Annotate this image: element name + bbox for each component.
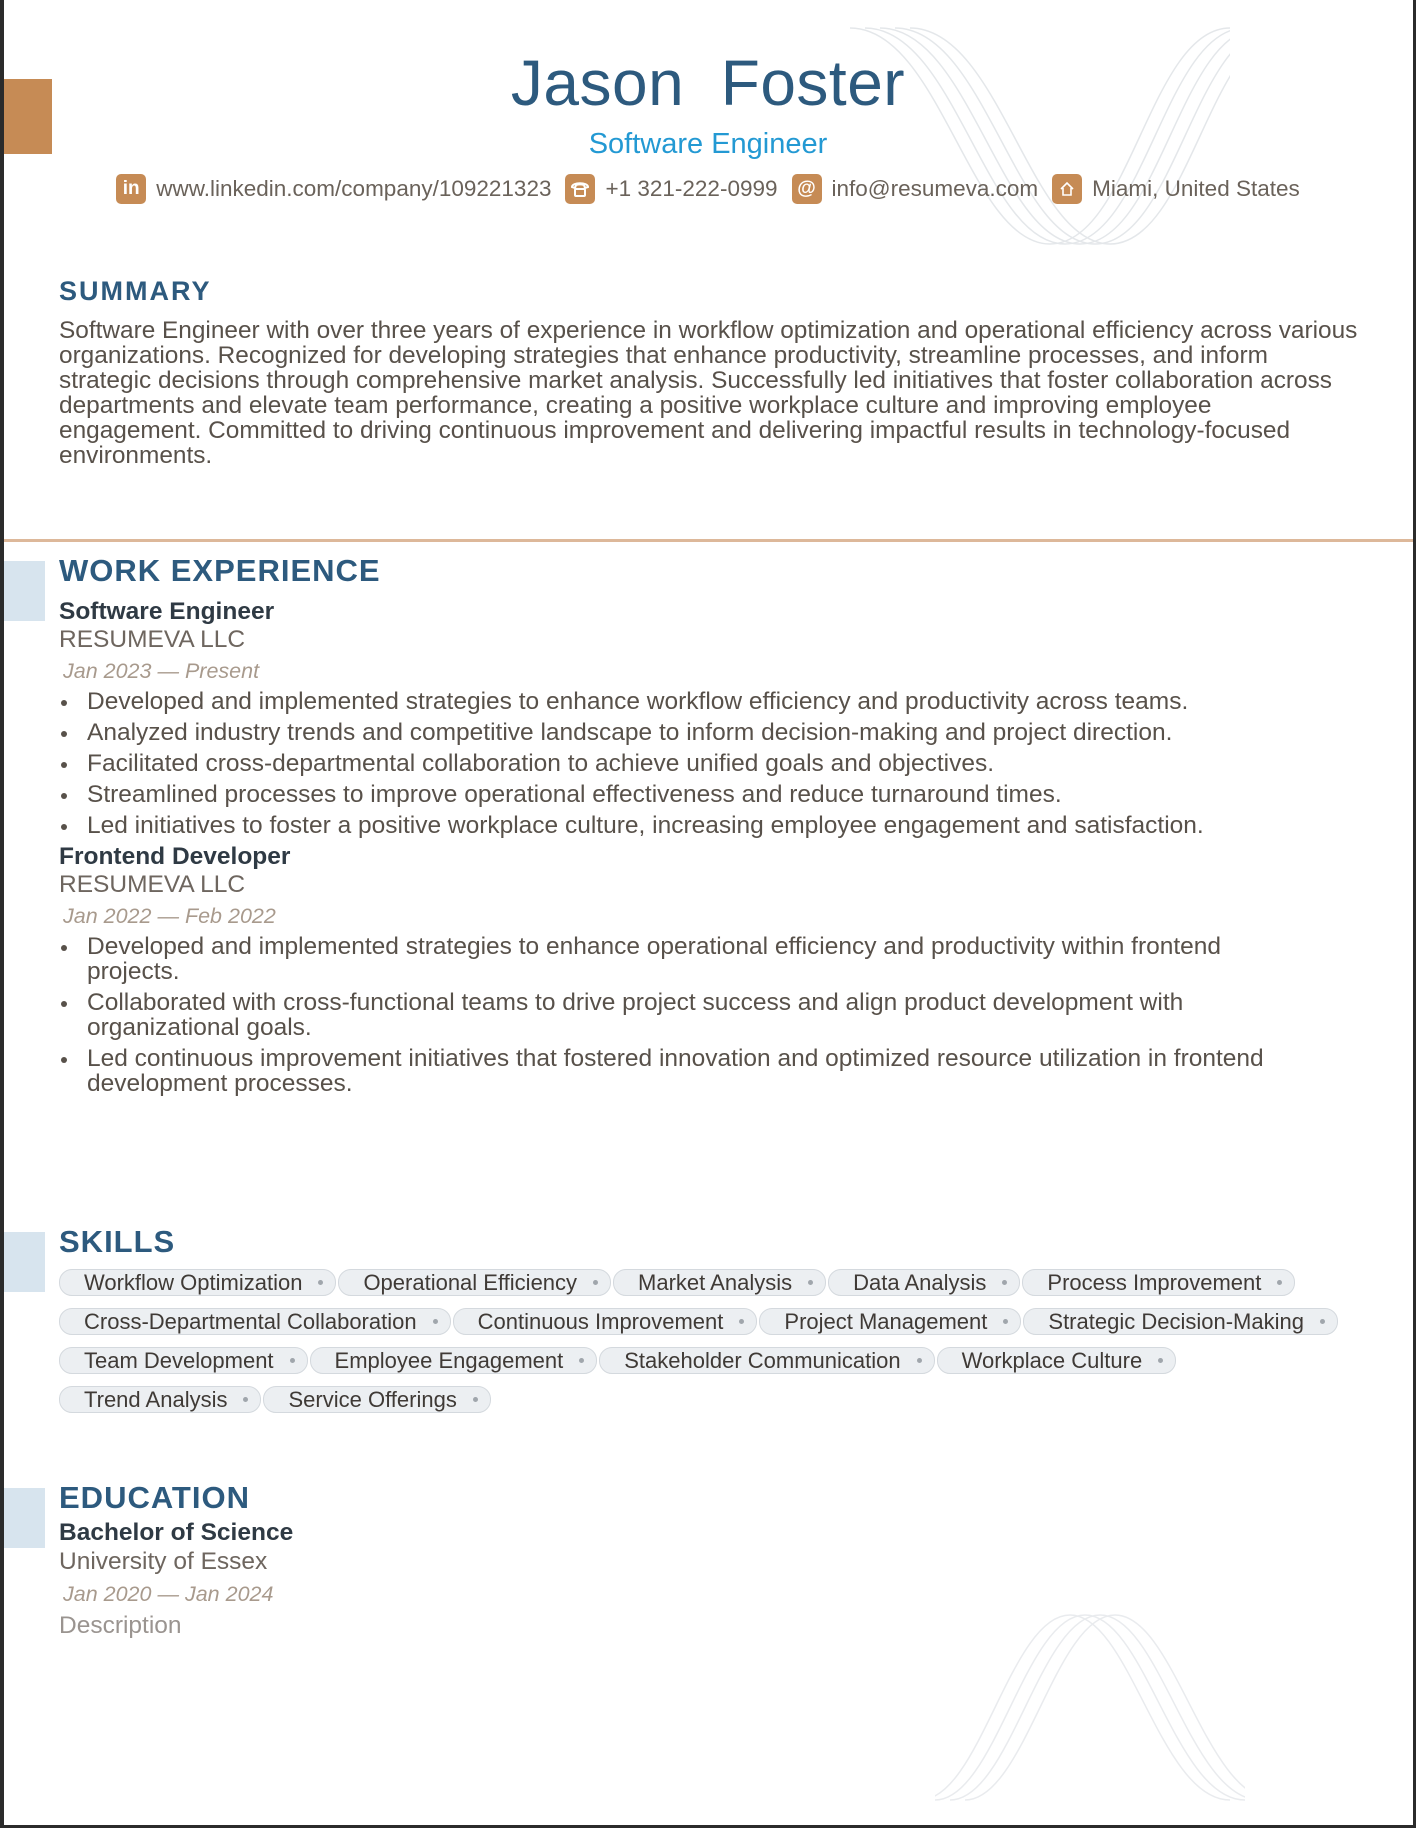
dot-icon — [593, 1280, 598, 1285]
at-icon: @ — [792, 174, 822, 204]
job-end-date: Feb 2022 — [184, 904, 276, 928]
linkedin-url[interactable]: www.linkedin.com/company/109221323 — [156, 176, 552, 201]
education-end-date: Jan 2024 — [184, 1582, 274, 1606]
job-bullets — [59, 689, 1389, 838]
skill-row — [59, 1347, 1379, 1374]
education-heading: EDUCATION — [59, 1480, 250, 1515]
contact-location — [1052, 174, 1300, 204]
skill-row — [59, 1269, 1379, 1296]
skill-tag — [59, 1308, 451, 1335]
experience-heading: WORK EXPERIENCE — [59, 553, 381, 588]
skill-label: Data Analysis — [853, 1269, 987, 1295]
skill-label: Service Offerings — [288, 1386, 457, 1412]
location-text: Miami, United States — [1092, 176, 1300, 201]
experience-marker — [4, 561, 45, 621]
education-dates — [63, 1579, 293, 1609]
skill-tag — [759, 1308, 1021, 1335]
skill-tag — [613, 1269, 826, 1296]
list-item: Led continuous improvement initiatives that fostered innovation and optimized resource utilization in frontend development processes. — [59, 1046, 1319, 1096]
dot-icon — [433, 1319, 438, 1324]
job-dates — [63, 656, 1389, 686]
education-start-date: Jan 2020 — [63, 1582, 152, 1606]
education-description: Description — [59, 1612, 182, 1639]
skill-label: Strategic Decision-Making — [1048, 1308, 1304, 1334]
list-item: Developed and implemented strategies to enhance workflow efficiency and productivity across teams. — [59, 689, 1389, 714]
skills-marker — [4, 1232, 45, 1292]
education-degree: Bachelor of Science — [59, 1519, 294, 1546]
skills-heading: SKILLS — [59, 1224, 176, 1259]
dot-icon — [808, 1280, 813, 1285]
email-address[interactable]: info@resumeva.com — [831, 176, 1039, 201]
skill-tag — [338, 1269, 611, 1296]
skill-row — [59, 1308, 1379, 1335]
job-entry — [59, 598, 1389, 838]
skill-label: Cross-Departmental Collaboration — [84, 1308, 417, 1334]
skill-label: Stakeholder Communication — [624, 1347, 901, 1373]
skill-tag — [59, 1386, 261, 1413]
home-icon — [1052, 174, 1082, 204]
section-divider — [4, 539, 1413, 542]
job-title: Software Engineer — [59, 598, 275, 625]
dot-icon — [318, 1280, 323, 1285]
list-item: Facilitated cross-departmental collaboration to achieve unified goals and objectives. — [59, 751, 1389, 776]
skill-tag — [59, 1269, 336, 1296]
skill-label: Trend Analysis — [84, 1386, 228, 1412]
summary-heading: SUMMARY — [59, 276, 212, 306]
dot-icon — [579, 1358, 584, 1363]
job-start-date: Jan 2022 — [63, 904, 152, 928]
skill-tag — [937, 1347, 1177, 1374]
skill-label: Workplace Culture — [961, 1347, 1143, 1373]
education-marker — [4, 1488, 45, 1548]
skill-row — [59, 1386, 1379, 1413]
list-item: Developed and implemented strategies to enhance operational efficiency and productivity within frontend projects. — [59, 934, 1319, 984]
contact-email[interactable] — [792, 174, 1039, 204]
job-company: RESUMEVA LLC — [59, 626, 246, 653]
job-title: Frontend Developer — [59, 843, 291, 870]
skill-tag — [1022, 1269, 1295, 1296]
skill-label: Operational Efficiency — [363, 1269, 578, 1295]
skill-label: Continuous Improvement — [477, 1308, 724, 1334]
skill-tag — [828, 1269, 1020, 1296]
skill-label: Process Improvement — [1047, 1269, 1262, 1295]
decorative-wave-bottom — [935, 1605, 1245, 1805]
job-bullets — [59, 934, 1319, 1096]
skill-tag — [59, 1347, 308, 1374]
candidate-name: Jason Foster — [510, 47, 906, 119]
dot-icon — [1277, 1280, 1282, 1285]
skill-label: Employee Engagement — [334, 1347, 564, 1373]
job-entry — [59, 843, 1389, 1096]
contact-bar — [0, 174, 1416, 204]
skill-label: Project Management — [784, 1308, 988, 1334]
list-item: Streamlined processes to improve operational effectiveness and reduce turnaround times. — [59, 782, 1389, 807]
skill-tag — [263, 1386, 490, 1413]
list-item: Analyzed industry trends and competitive landscape to inform decision-making and project direction. — [59, 720, 1389, 745]
page-border-left — [0, 0, 4, 1828]
education-school: University of Essex — [59, 1548, 268, 1575]
dot-icon — [1158, 1358, 1163, 1363]
job-dates — [63, 901, 1389, 931]
skill-label: Market Analysis — [638, 1269, 793, 1295]
phone-number[interactable]: +1 321-222-0999 — [605, 176, 778, 201]
dot-icon — [290, 1358, 295, 1363]
date-separator: — — [157, 1582, 179, 1606]
job-start-date: Jan 2023 — [63, 659, 152, 683]
dot-icon — [1002, 1280, 1007, 1285]
dot-icon — [1003, 1319, 1008, 1324]
date-separator: — — [157, 904, 179, 928]
list-item: Led initiatives to foster a positive workplace culture, increasing employee engagement and satisfaction. — [59, 813, 1389, 838]
skill-label: Team Development — [84, 1347, 274, 1373]
dot-icon — [739, 1319, 744, 1324]
skill-label: Workflow Optimization — [84, 1269, 303, 1295]
contact-linkedin[interactable] — [116, 174, 551, 204]
dot-icon — [1320, 1319, 1325, 1324]
linkedin-icon: in — [116, 174, 146, 204]
dot-icon — [243, 1397, 248, 1402]
skills-list — [59, 1269, 1379, 1425]
education-entry — [59, 1519, 293, 1640]
skill-tag — [599, 1347, 934, 1374]
job-company: RESUMEVA LLC — [59, 871, 246, 898]
skill-tag — [310, 1347, 598, 1374]
skill-tag — [1023, 1308, 1338, 1335]
date-separator: — — [157, 659, 179, 683]
phone-icon — [565, 174, 595, 204]
list-item: Collaborated with cross-functional teams to drive project success and align product development with organizational goals. — [59, 990, 1319, 1040]
summary-text: Software Engineer with over three years of experience in workflow optimization and operational efficiency across various organizations. Recognized for developing strategies that enhance productivity, streamline processes, and inform strategic decisions through comprehensive market analysis. Successfully led initiatives that foster collaboration across departments and elevate team performance, creating a positive workplace culture and improving employee engagement. Committed to driving continuous improvement and delivering impactful results in technology-focused environments. — [59, 317, 1358, 469]
job-end-date: Present — [184, 659, 260, 683]
dot-icon — [917, 1358, 922, 1363]
skill-tag — [453, 1308, 758, 1335]
candidate-role: Software Engineer — [588, 128, 828, 160]
contact-phone[interactable] — [565, 174, 777, 204]
dot-icon — [473, 1397, 478, 1402]
